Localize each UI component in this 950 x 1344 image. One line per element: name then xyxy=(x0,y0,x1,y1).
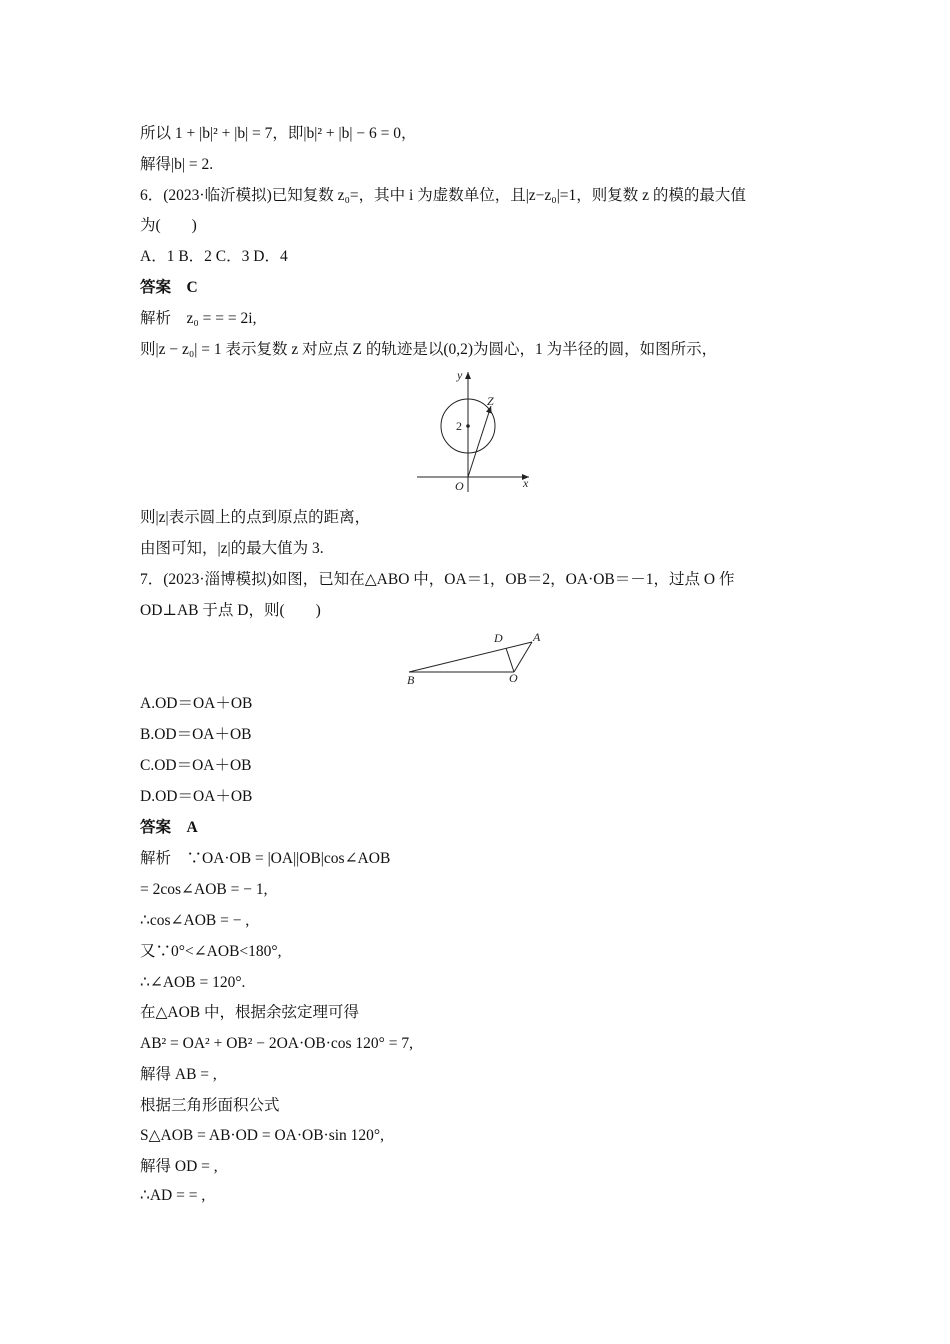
triangle-figure xyxy=(402,626,552,690)
answer-7: 答案 A xyxy=(140,819,198,836)
analysis-7-line-4: 又∵0°<∠AOB<180°, xyxy=(140,943,282,960)
analysis-7-line-3: ∴cos∠AOB = − , xyxy=(140,912,250,929)
analysis-7-line-11: 解得 OD = , xyxy=(140,1158,218,1175)
option-d: D.OD＝OA＋OB xyxy=(140,788,253,805)
tick-label-2: 2 xyxy=(456,419,462,433)
side-ba xyxy=(409,642,532,672)
segment-od xyxy=(506,648,514,672)
question-6-line-2: 为( ) xyxy=(140,217,197,234)
analysis-7-line-1: 解析 ∵OA·OB = |OA||OB|cos∠AOB xyxy=(140,850,391,867)
point-z-label: Z xyxy=(487,394,494,408)
x-axis-label: x xyxy=(523,476,529,490)
question-6-options: A．1 B．2 C．3 D．4 xyxy=(140,248,288,265)
analysis-7-line-5: ∴∠AOB = 120°. xyxy=(140,974,246,991)
point-b-label: B xyxy=(407,673,415,687)
analysis-6-line-1: 解析 z₀ = = = 2i, xyxy=(140,310,257,327)
analysis-7-line-8: 解得 AB = , xyxy=(140,1066,217,1083)
analysis-7-line-7: AB² = OA² + OB² − 2OA·OB·cos 120° = 7, xyxy=(140,1035,413,1052)
point-a-label: A xyxy=(533,630,541,644)
analysis-6-line-4: 由图可知，|z|的最大值为 3. xyxy=(140,540,324,557)
question-7-line-1: 7．(2023·淄博模拟)如图，已知在△ABO 中，OA＝1，OB＝2，OA·OB＝－1，过点 O 作 xyxy=(140,571,735,588)
option-b: B.OD＝OA＋OB xyxy=(140,726,252,743)
text-line-1: 所以 1 + |b|² + |b| = 7，即|b|² + |b| − 6 = 0， xyxy=(140,125,417,142)
analysis-6-line-2: 则|z − z₀| = 1 表示复数 z 对应点 Z 的轨迹是以(0,2)为圆心，1 为半径的圆，如图所示， xyxy=(140,341,718,358)
analysis-7-line-12: ∴AD = = , xyxy=(140,1187,206,1204)
text-line-2: 解得|b| = 2. xyxy=(140,156,214,173)
side-oa xyxy=(514,642,532,672)
answer-6: 答案 C xyxy=(140,279,198,296)
analysis-6-line-3: 则|z|表示圆上的点到原点的距离， xyxy=(140,509,371,526)
option-c: C.OD＝OA＋OB xyxy=(140,757,252,774)
question-6-line-1: 6．(2023·临沂模拟)已知复数 z₀=，其中 i 为虚数单位，且|z−z₀|=1，则复数 z 的模的最大值 xyxy=(140,187,746,204)
y-axis-label: y xyxy=(457,368,463,382)
question-7-line-2: OD⊥AB 于点 D，则( ) xyxy=(140,602,321,619)
point-o-label: O xyxy=(509,671,518,685)
analysis-7-line-10: S△AOB = AB·OD = OA·OB·sin 120°, xyxy=(140,1127,385,1144)
point-d-label: D xyxy=(494,631,503,645)
origin-label: O xyxy=(455,479,464,493)
analysis-7-line-9: 根据三角形面积公式 xyxy=(140,1097,280,1114)
analysis-7-line-6: 在△AOB 中，根据余弦定理可得 xyxy=(140,1004,360,1021)
option-a: A.OD＝OA＋OB xyxy=(140,695,253,712)
vector-oz xyxy=(468,406,491,477)
circle-figure xyxy=(412,364,537,494)
analysis-7-line-2: = 2cos∠AOB = − 1, xyxy=(140,881,268,898)
center-point xyxy=(466,424,470,428)
